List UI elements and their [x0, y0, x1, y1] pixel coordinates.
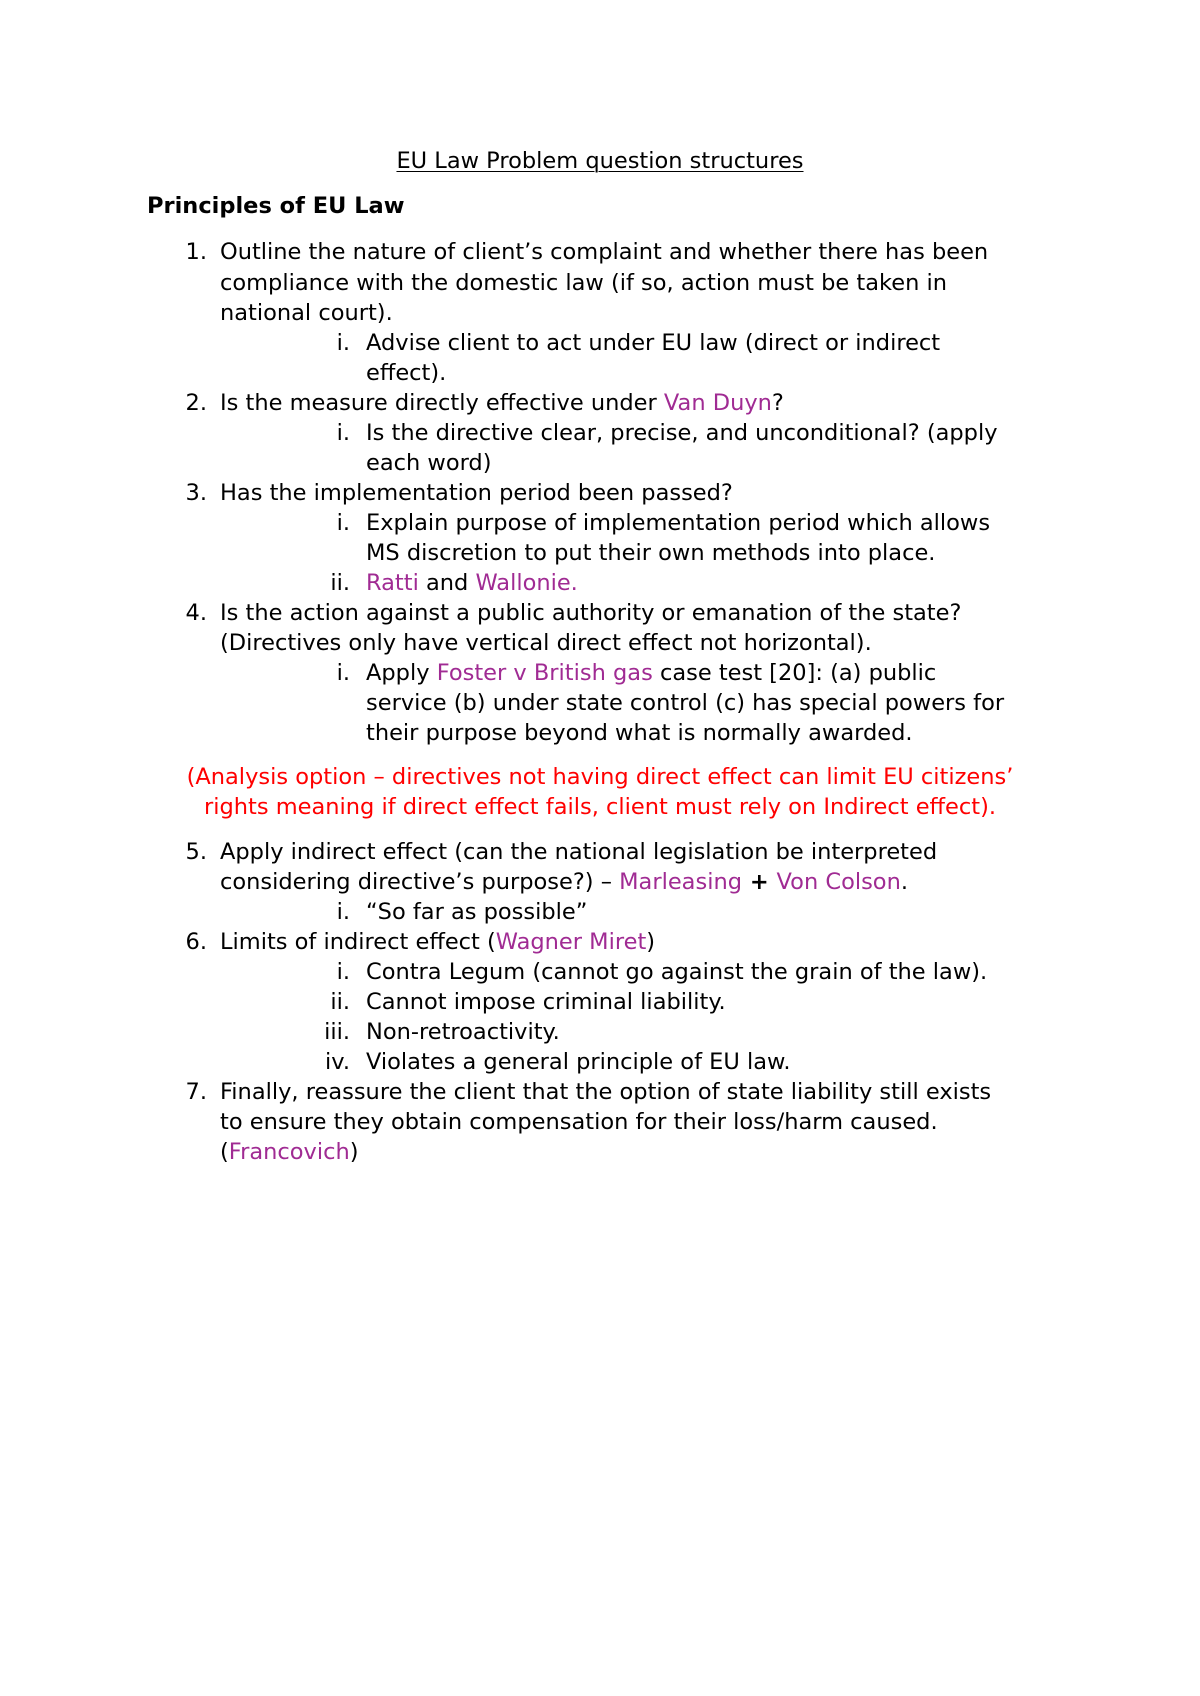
sub-item-text: their purpose beyond what is normally awarded.	[366, 720, 913, 746]
section-heading: Principles of EU Law	[147, 193, 405, 219]
item-text: Outline the nature of client’s complaint and whether there has been	[220, 239, 989, 265]
sub-item-text: Violates a general principle of EU law.	[366, 1049, 791, 1075]
sub-item-numeral: i.	[336, 510, 350, 536]
sub-item-text: Non-retroactivity.	[366, 1019, 560, 1045]
case-name: Wagner Miret	[495, 929, 647, 955]
sub-item-text: service (b) under state control (c) has special powers for	[366, 690, 1005, 716]
sub-item-numeral: i.	[336, 660, 350, 686]
item-text: Finally, reassure the client that the option of state liability still exists	[220, 1079, 992, 1105]
item-text: to ensure they obtain compensation for their loss/harm caused.	[220, 1109, 938, 1135]
sub-item-numeral: i.	[336, 959, 350, 985]
case-name: Marleasing	[619, 869, 742, 895]
item-text: compliance with the domestic law (if so, action must be taken in	[220, 270, 947, 296]
case-name: Wallonie.	[475, 570, 578, 596]
item-text: Has the implementation period been passed?	[220, 480, 733, 506]
sub-item-text: each word)	[366, 450, 492, 476]
item-number: 7.	[185, 1079, 207, 1105]
sub-item-numeral: i.	[336, 420, 350, 446]
analysis-note-line: rights meaning if direct effect fails, client must rely on Indirect effect).	[203, 794, 997, 820]
sub-item-numeral: i.	[336, 330, 350, 356]
item-text: Apply indirect effect (can the national legislation be interpreted	[220, 839, 938, 865]
item-text: (Francovich)	[220, 1139, 359, 1165]
sub-item-text: MS discretion to put their own methods into place.	[366, 540, 936, 566]
item-number: 3.	[185, 480, 207, 506]
item-text: (Directives only have vertical direct effect not horizontal).	[220, 630, 872, 656]
case-name: Ratti	[366, 570, 419, 596]
item-text: considering directive’s purpose?) – Marleasing + Von Colson.	[220, 869, 908, 895]
item-number: 6.	[185, 929, 207, 955]
sub-item-numeral: iv.	[325, 1049, 350, 1075]
item-number: 5.	[185, 839, 207, 865]
item-text: Is the action against a public authority or emanation of the state?	[220, 600, 962, 626]
sub-item-numeral: i.	[336, 899, 350, 925]
item-text: national court).	[220, 300, 393, 326]
sub-item-text: “So far as possible”	[366, 899, 588, 925]
sub-item-text: Cannot impose criminal liability.	[366, 989, 726, 1015]
item-text: Limits of indirect effect (Wagner Miret)	[220, 929, 656, 955]
sub-item-numeral: ii.	[330, 989, 350, 1015]
sub-item-text: effect).	[366, 360, 447, 386]
item-number: 1.	[185, 239, 207, 265]
item-number: 4.	[185, 600, 207, 626]
item-number: 2.	[185, 390, 207, 416]
sub-item-text: Is the directive clear, precise, and unconditional? (apply	[366, 420, 998, 446]
item-text: Is the measure directly effective under Van Duyn?	[220, 390, 784, 416]
sub-item-text: Apply Foster v British gas case test [20]: (a) public	[366, 660, 937, 686]
sub-item-numeral: iii.	[324, 1019, 350, 1045]
sub-item-text: Explain purpose of implementation period which allows	[366, 510, 991, 536]
sub-item-text: Contra Legum (cannot go against the grain of the law).	[366, 959, 988, 985]
document-title: EU Law Problem question structures	[396, 148, 804, 174]
case-name: Francovich	[228, 1139, 350, 1165]
analysis-note-line: (Analysis option – directives not having direct effect can limit EU citizens’	[186, 764, 1014, 790]
case-name: Van Duyn	[663, 390, 772, 416]
case-name: Foster v British gas	[436, 660, 653, 686]
sub-item-text: Ratti and Wallonie.	[366, 570, 578, 596]
sub-item-numeral: ii.	[330, 570, 350, 596]
case-name: Von Colson	[776, 869, 901, 895]
sub-item-text: Advise client to act under EU law (direct or indirect	[366, 330, 941, 356]
